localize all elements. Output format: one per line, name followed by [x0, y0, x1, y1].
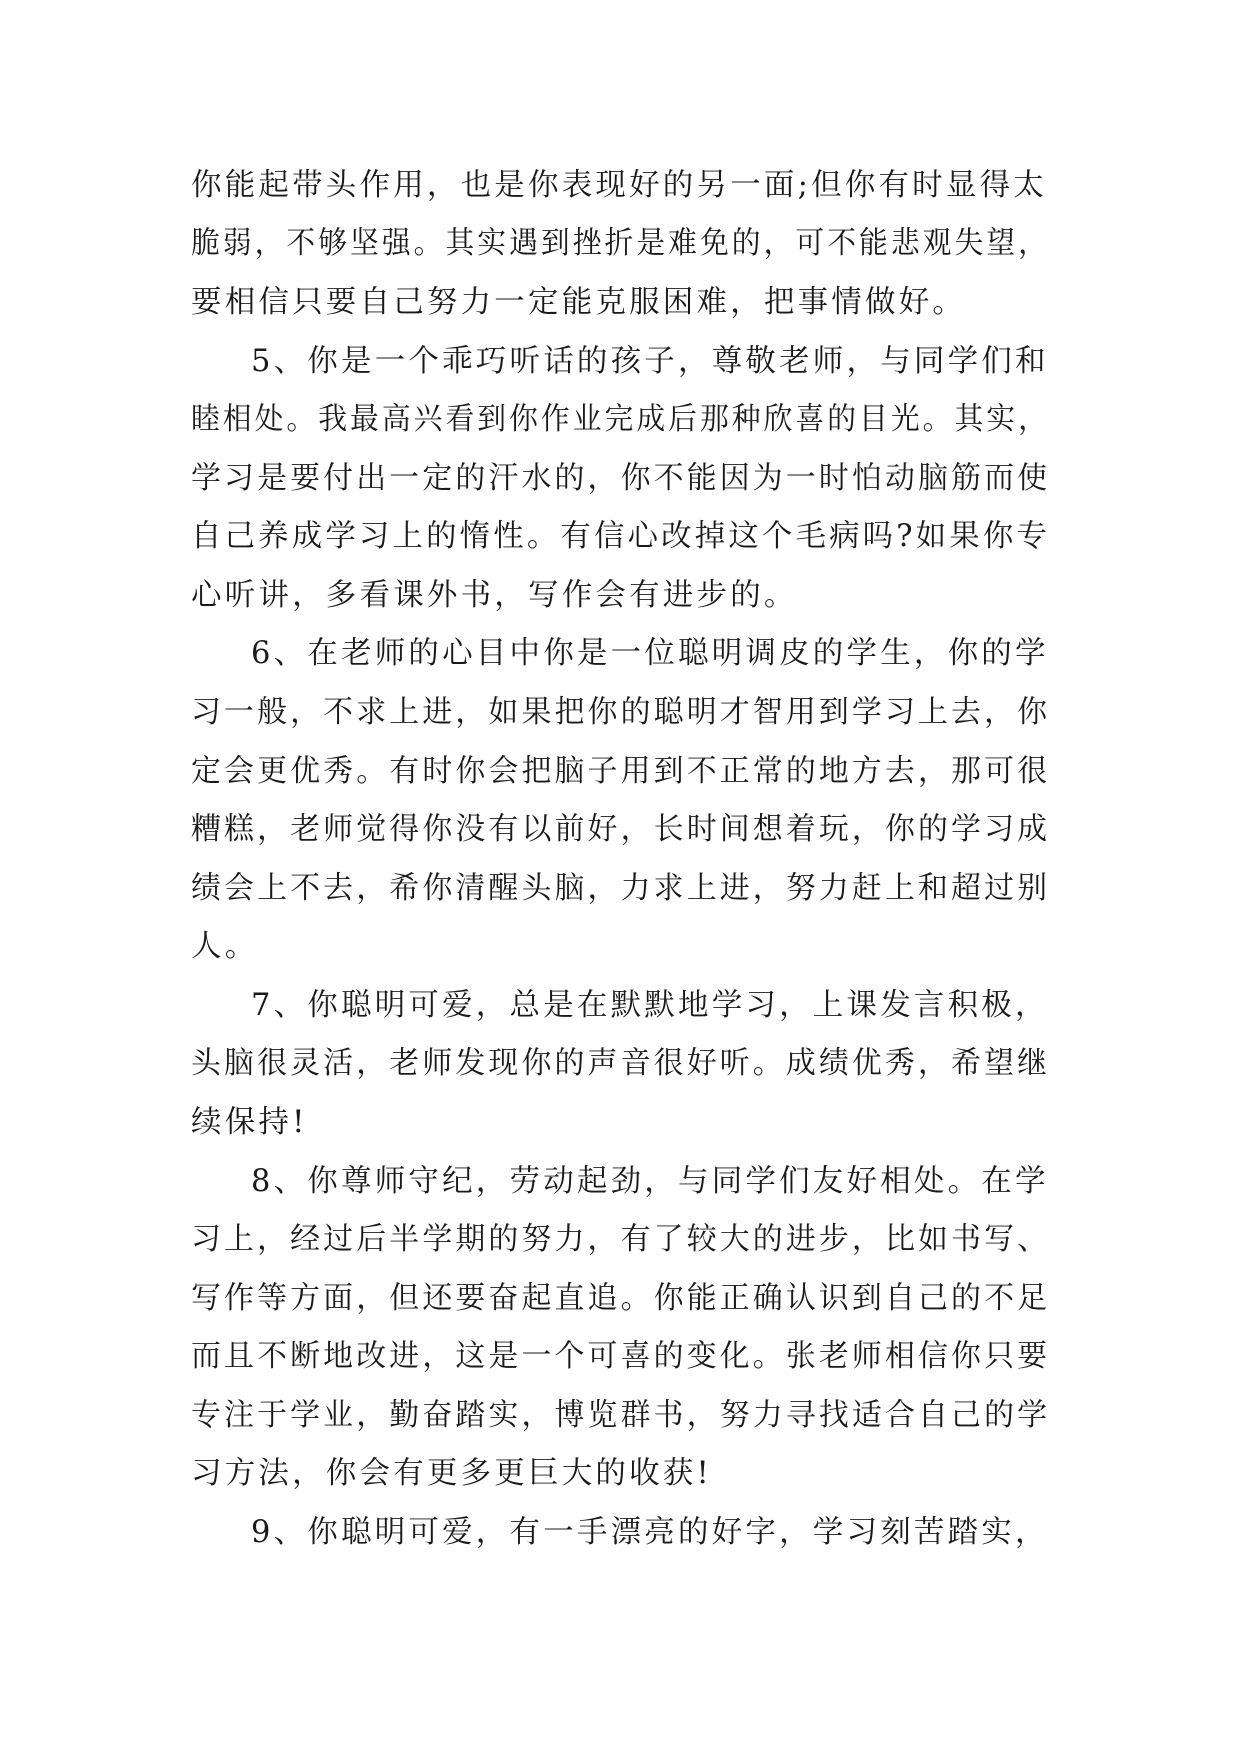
text-line: 自己养成学习上的惰性。有信心改掉这个毛病吗?如果你专	[191, 519, 1051, 554]
text-line: 习方法，你会有更多更巨大的收获!	[191, 1456, 712, 1491]
text-line: 睦相处。我最高兴看到你作业完成后那种欣喜的目光。其实，	[191, 402, 1050, 437]
text-line: 学习是要付出一定的汗水的，你不能因为一时怕动脑筋而使	[191, 461, 1051, 496]
text-line: 人。	[191, 929, 259, 964]
text-line: 绩会上不去，希你清醒头脑，力求上进，努力赶上和超过别	[191, 871, 1051, 906]
paragraph-8-start: 8、你尊师守纪，劳动起劲，与同学们友好相处。在学	[251, 1164, 1049, 1199]
text-line: 写作等方面，但还要奋起直追。你能正确认识到自己的不足	[191, 1281, 1051, 1316]
text-line: 头脑很灵活，老师发现你的声音很好听。成绩优秀，希望继	[191, 1046, 1051, 1081]
paragraph-9-start: 9、你聪明可爱，有一手漂亮的好字，学习刻苦踏实，	[251, 1515, 1049, 1550]
text-line: 习上，经过后半学期的努力，有了较大的进步，比如书写、	[191, 1222, 1051, 1257]
text-line: 你能起带头作用，也是你表现好的另一面;但你有时显得太	[191, 168, 1047, 203]
paragraph-7-start: 7、你聪明可爱，总是在默默地学习，上课发言积极，	[251, 988, 1049, 1023]
text-line: 脆弱，不够坚强。其实遇到挫折是难免的，可不能悲观失望，	[191, 226, 1050, 261]
text-line: 而且不断地改进，这是一个可喜的变化。张老师相信你只要	[191, 1339, 1051, 1374]
text-line: 心听讲，多看课外书，写作会有进步的。	[191, 578, 798, 613]
text-line: 定会更优秀。有时你会把脑子用到不正常的地方去，那可很	[191, 754, 1051, 789]
text-line: 糟糕，老师觉得你没有以前好，长时间想着玩，你的学习成	[191, 812, 1051, 847]
paragraph-6-start: 6、在老师的心目中你是一位聪明调皮的学生，你的学	[251, 636, 1049, 671]
text-line: 习一般，不求上进，如果把你的聪明才智用到学习上去，你	[191, 695, 1051, 730]
paragraph-5-start: 5、你是一个乖巧听话的孩子，尊敬老师，与同学们和	[251, 344, 1049, 379]
text-line: 专注于学业，勤奋踏实，博览群书，努力寻找适合自己的学	[191, 1398, 1051, 1433]
text-line: 续保持!	[191, 1105, 308, 1140]
text-line: 要相信只要自己努力一定能克服困难，把事情做好。	[191, 285, 967, 320]
